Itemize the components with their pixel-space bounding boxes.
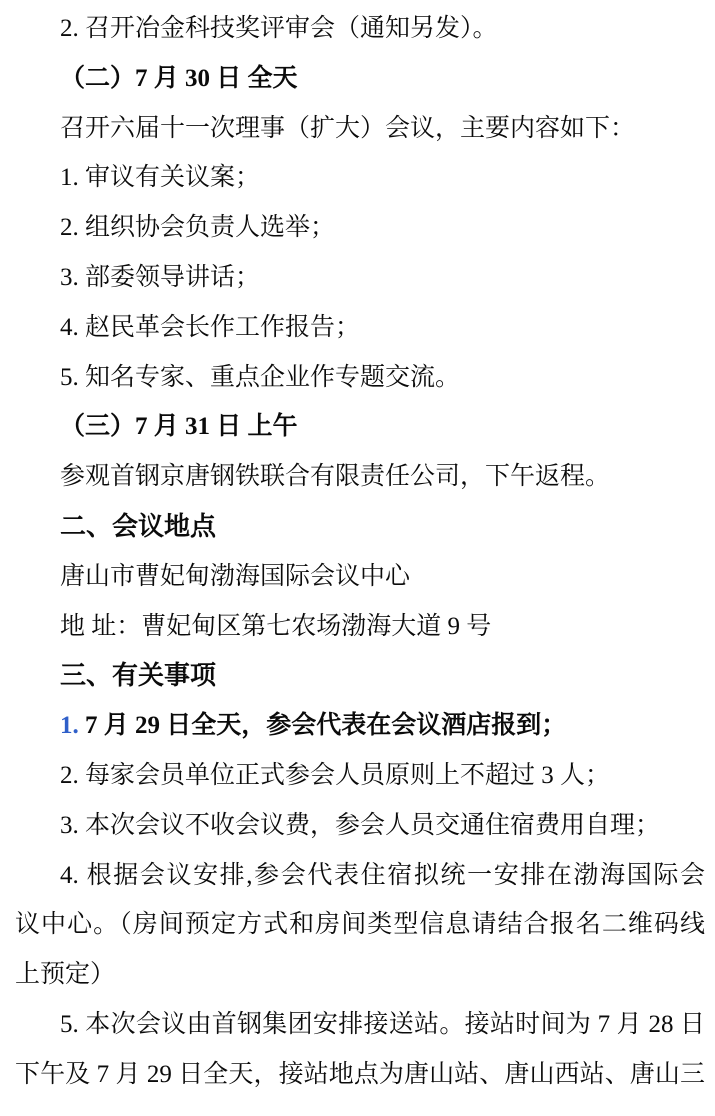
line-segment: 3. 本次会议不收会议费，参会人员交通住宿费用自理； (60, 811, 661, 839)
line-segment: 议中心。（房间预定方式和房间类型信息请结合报名二维码线 (15, 911, 705, 939)
agenda-item-tech-award (15, 4, 705, 54)
line-segment: （三）7 月 31 日 上午 (60, 413, 298, 441)
line-segment: 二、会议地点 (60, 510, 217, 541)
section-heading-july31 (15, 402, 705, 452)
line-segment: 2. 每家会员单位正式参会人员原则上不超过 3 人； (60, 761, 611, 789)
line-segment: 2. 组织协会负责人选举； (60, 214, 336, 242)
line-segment: 参观首钢京唐钢铁联合有限责任公司，下午返程。 (60, 463, 611, 491)
line-segment: 三、有关事项 (60, 660, 217, 691)
matter-item-3 (15, 801, 705, 851)
line-segment: 唐山市曹妃甸渤海国际会议中心 (60, 562, 411, 590)
meeting-intro-line (15, 104, 705, 154)
agenda-item-3 (15, 253, 705, 303)
section-heading-location (15, 502, 705, 552)
line-segment: 召开六届十一次理事（扩大）会议，主要内容如下： (60, 114, 636, 142)
line-segment: 2. 召开冶金科技奖评审会（通知另发）。 (60, 15, 498, 42)
line-segment: 7 月 29 日全天，参会代表在会议酒店报到； (78, 712, 567, 740)
venue-name-line (15, 552, 705, 602)
agenda-item-2 (15, 203, 705, 253)
line-segment: 4. 赵民革会长作工作报告； (60, 313, 361, 341)
line-segment: 地 址：曹妃甸区第七农场渤海大道 9 号 (60, 612, 492, 640)
line-segment: 上预定） (15, 961, 116, 989)
agenda-item-4 (15, 303, 705, 353)
section-heading-july30 (15, 54, 705, 104)
line-segment: 1. 审议有关议案； (60, 164, 261, 192)
line-segment: 5. 本次会议由首钢集团安排接送站。接站时间为 7 月 28 日 (60, 1010, 705, 1038)
section-heading-matters (15, 651, 705, 701)
line-segment: 下午及 7 月 29 日全天，接站地点为唐山站、唐山西站、唐山三 (15, 1060, 705, 1088)
line-segment: （二）7 月 30 日 全天 (60, 64, 298, 92)
matter-item-4-line-3 (15, 950, 705, 1000)
agenda-item-5 (15, 353, 705, 403)
line-segment: 1. (60, 712, 79, 740)
visit-line (15, 452, 705, 502)
line-segment: 3. 部委领导讲话； (60, 263, 261, 291)
matter-item-4-line-1 (15, 851, 705, 901)
line-segment: 4. 根据会议安排,参会代表住宿拟统一安排在渤海国际会 (60, 861, 705, 889)
matter-item-5-line-2 (15, 1050, 705, 1100)
matter-item-5-line-1 (15, 1000, 705, 1050)
matter-item-2 (15, 751, 705, 801)
line-segment: 5. 知名专家、重点企业作专题交流。 (60, 363, 461, 391)
venue-address-line (15, 602, 705, 652)
matter-item-1 (15, 701, 705, 751)
matter-item-4-line-2 (15, 900, 705, 950)
document-body (15, 4, 705, 1100)
agenda-item-1 (15, 153, 705, 203)
